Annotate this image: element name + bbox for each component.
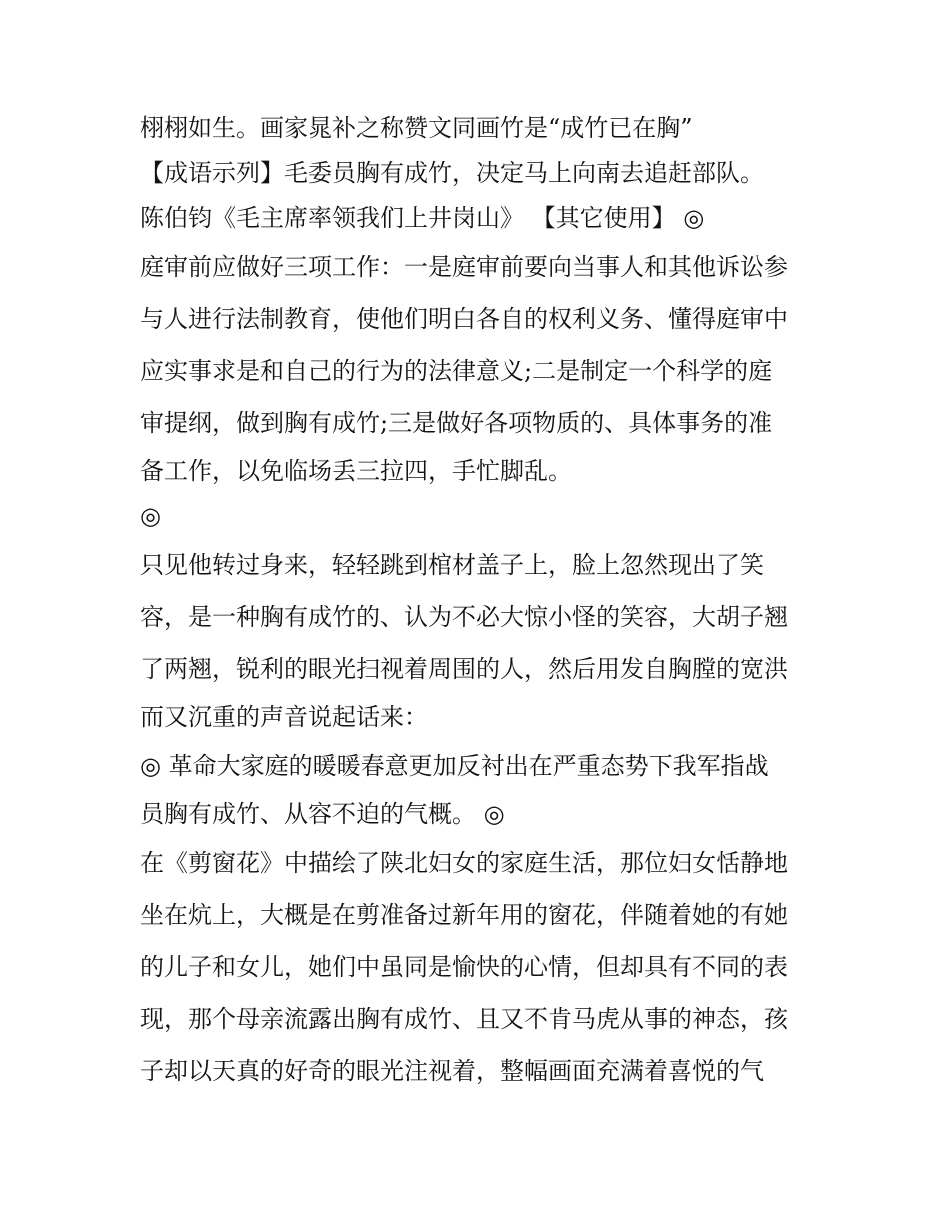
text-line: 与人进行法制教育，使他们明白各自的权利义务、懂得庭审中 <box>140 305 788 333</box>
text-line: 栩栩如生。画家晁补之称赞文同画竹是“成竹已在胸” <box>140 114 693 142</box>
text-line: 备工作，以免临场丢三拉四，手忙脚乱。 <box>140 457 572 485</box>
text-line: 坐在炕上，大概是在剪准备过新年用的窗花，伴随着她的有她 <box>140 901 788 929</box>
text-line: ◎ <box>140 502 161 530</box>
text-line: 而又沉重的声音说起话来： <box>140 703 428 731</box>
text-line: 庭审前应做好三项工作：一是庭审前要向当事人和其他诉讼参 <box>140 253 788 281</box>
text-line: 员胸有成竹、从容不迫的气概。 ◎ <box>140 800 505 828</box>
text-line: 【成语示列】毛委员胸有成竹，决定马上向南去追赶部队。 <box>140 159 764 187</box>
text-line: 现，那个母亲流露出胸有成竹、且又不肯马虎从事的神态，孩 <box>140 1005 788 1033</box>
document-body <box>140 106 830 1097</box>
text-line: 陈伯钧《毛主席率领我们上井岗山》 【其它使用】 ◎ <box>140 204 705 232</box>
text-line: 审提纲，做到胸有成竹;三是做好各项物质的、具体事务的准 <box>140 409 773 437</box>
text-line: 容，是一种胸有成竹的、认为不必大惊小怪的笑容，大胡子翘 <box>140 603 788 631</box>
text-line: 应实事求是和自己的行为的法律意义;二是制定一个科学的庭 <box>140 357 773 385</box>
text-line: 子却以天真的好奇的眼光注视着，整幅画面充满着喜悦的气 <box>140 1057 764 1085</box>
text-line: 的儿子和女儿，她们中虽同是愉快的心情，但却具有不同的表 <box>140 953 788 981</box>
text-line: 只见他转过身来，轻轻跳到棺材盖子上，脸上忽然现出了笑 <box>140 551 764 579</box>
text-line: 了两翘，锐利的眼光扫视着周围的人，然后用发自胸膛的宽洪 <box>140 655 788 683</box>
text-line: ◎ 革命大家庭的暖暖春意更加反衬出在严重态势下我军指战 <box>140 752 769 780</box>
text-line: 在《剪窗花》中描绘了陕北妇女的家庭生活，那位妇女恬静地 <box>140 849 788 877</box>
